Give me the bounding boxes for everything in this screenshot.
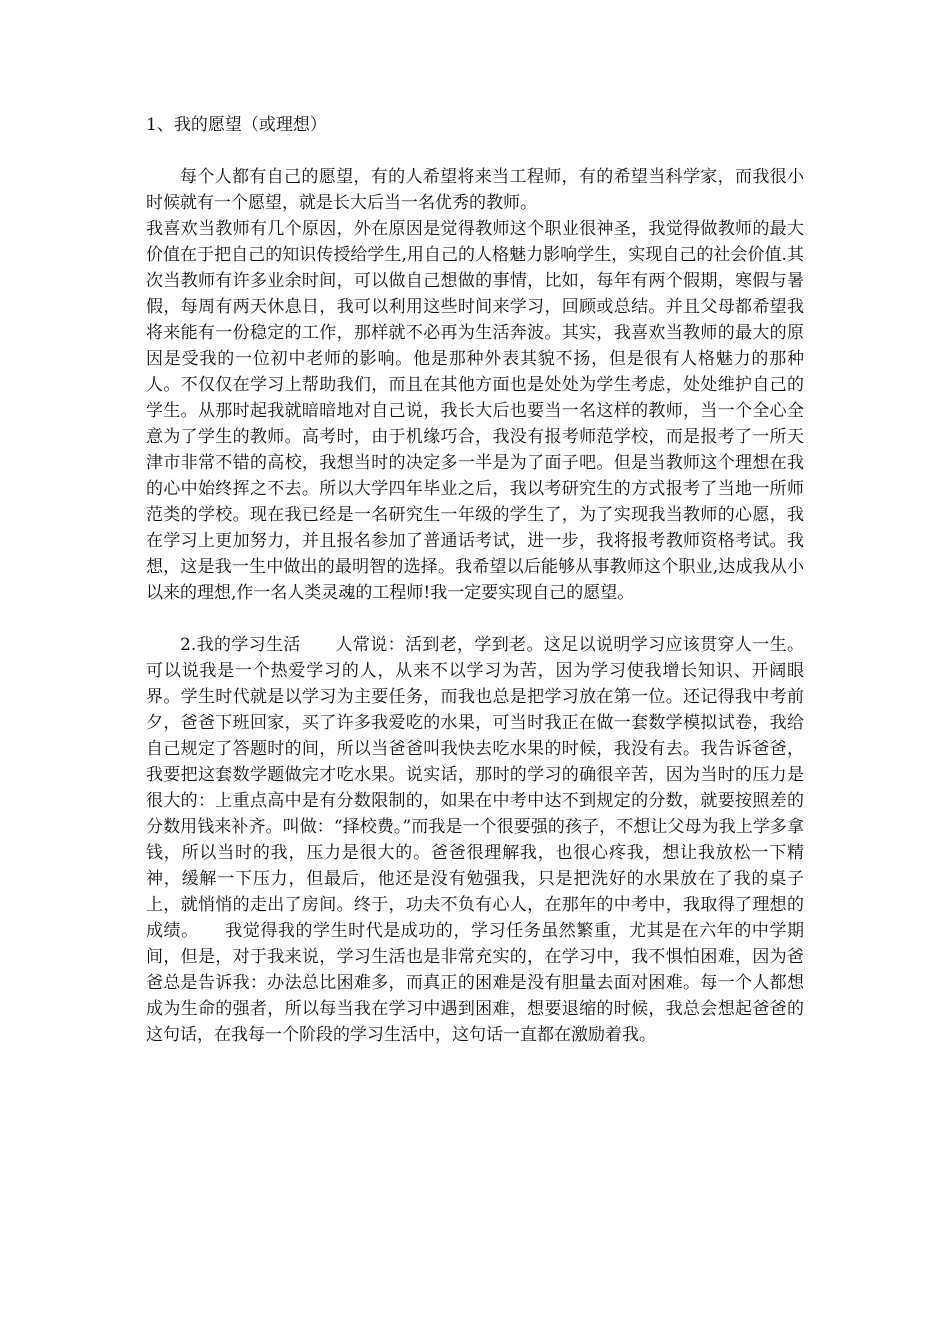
paragraph-wish-intro: 每个人都有自己的愿望，有的人希望将来当工程师，有的希望当科学家，而我很小时候就有一个愿望，就是长大后当一名优秀的教师。 xyxy=(146,167,804,213)
section-heading: 1、我的愿望（或理想） xyxy=(146,115,327,135)
paragraph-gap xyxy=(146,606,804,632)
paragraph-wish-reasons: 我喜欢当教师有几个原因，外在原因是觉得教师这个职业很神圣，我觉得做教师的最大价值在于把自己的知识传授给学生,用自己的人格魅力影响学生，实现自己的社会价值.其次当教师有许多业余时间，可以做自己想做的事情，比如，每年有两个假期，寒假与暑假，每周有两天休息日，我可以利用这些时间来学习，回顾或总结。并且父母都希望我将来能有一份稳定的工作，那样就不必再为生活奔波。其实，我喜欢当教师的最大的原因是受我的一位初中老师的影响。他是那种外表其貌不扬，但是很有人格魅力的那种人。不仅仅在学习上帮助我们，而且在其他方面也是处处为学生考虑，处处维护自己的学生。从那时起我就暗暗地对自己说，我长大后也要当一名这样的教师，当一个全心全意为了学生的教师。高考时，由于机缘巧合，我没有报考师范学校，而是报考了一所天津市非常不错的高校，我想当时的决定多一半是为了面子吧。但是当教师这个理想在我的心中始终挥之不去。所以大学四年毕业之后，我以考研究生的方式报考了当地一所师范类的学校。现在我已经是一名研究生一年级的学生了，为了实现我当教师的心愿，我在学习上更加努力，并且报名参加了普通话考试，进一步，我将报考教师资格考试。我想，这是我一生中做出的最明智的选择。我希望以后能够从事教师这个职业,达成我从小以来的理想,作一名人类灵魂的工程师!我一定要实现自己的愿望。 xyxy=(146,219,804,603)
document-body xyxy=(146,112,804,1048)
paragraph-study-life: 2.我的学习生活 人常说：活到老，学到老。这足以说明学习应该贯穿人一生。可以说我是一个热爱学习的人，从来不以学习为苦，因为学习使我增长知识、开阔眼界。学生时代就是以学习为主要任务，而我也总是把学习放在第一位。还记得我中考前夕，爸爸下班回家，买了许多我爱吃的水果，可当时我正在做一套数学模拟试卷，我给自己规定了答题时的间，所以当爸爸叫我快去吃水果的时候，我没有去。我告诉爸爸，我要把这套数学题做完才吃水果。说实话，那时的学习的确很辛苦，因为当时的压力是很大的：上重点高中是有分数限制的，如果在中考中达不到规定的分数，就要按照差的分数用钱来补齐。叫做：“择校费。”而我是一个很要强的孩子，不想让父母为我上学多拿钱，所以当时的我，压力是很大的。爸爸很理解我，也很心疼我，想让我放松一下精神，缓解一下压力，但最后，他还是没有勉强我，只是把洗好的水果放在了我的桌子上，就悄悄的走出了房间。终于，功夫不负有心人，在那年的中考中，我取得了理想的成绩。 我觉得我的学生时代是成功的，学习任务虽然繁重，尤其是在六年的中学期间，但是，对于我来说，学习生活也是非常充实的，在学习中，我不惧怕困难，因为爸爸总是告诉我：办法总比困难多，而真正的困难是没有胆量去面对困难。每一个人都想成为生命的强者，所以每当我在学习中遇到困难，想要退缩的时候，我总会想起爸爸的这句话，在我每一个阶段的学习生活中，这句话一直都在激励着我。 xyxy=(146,635,804,1045)
